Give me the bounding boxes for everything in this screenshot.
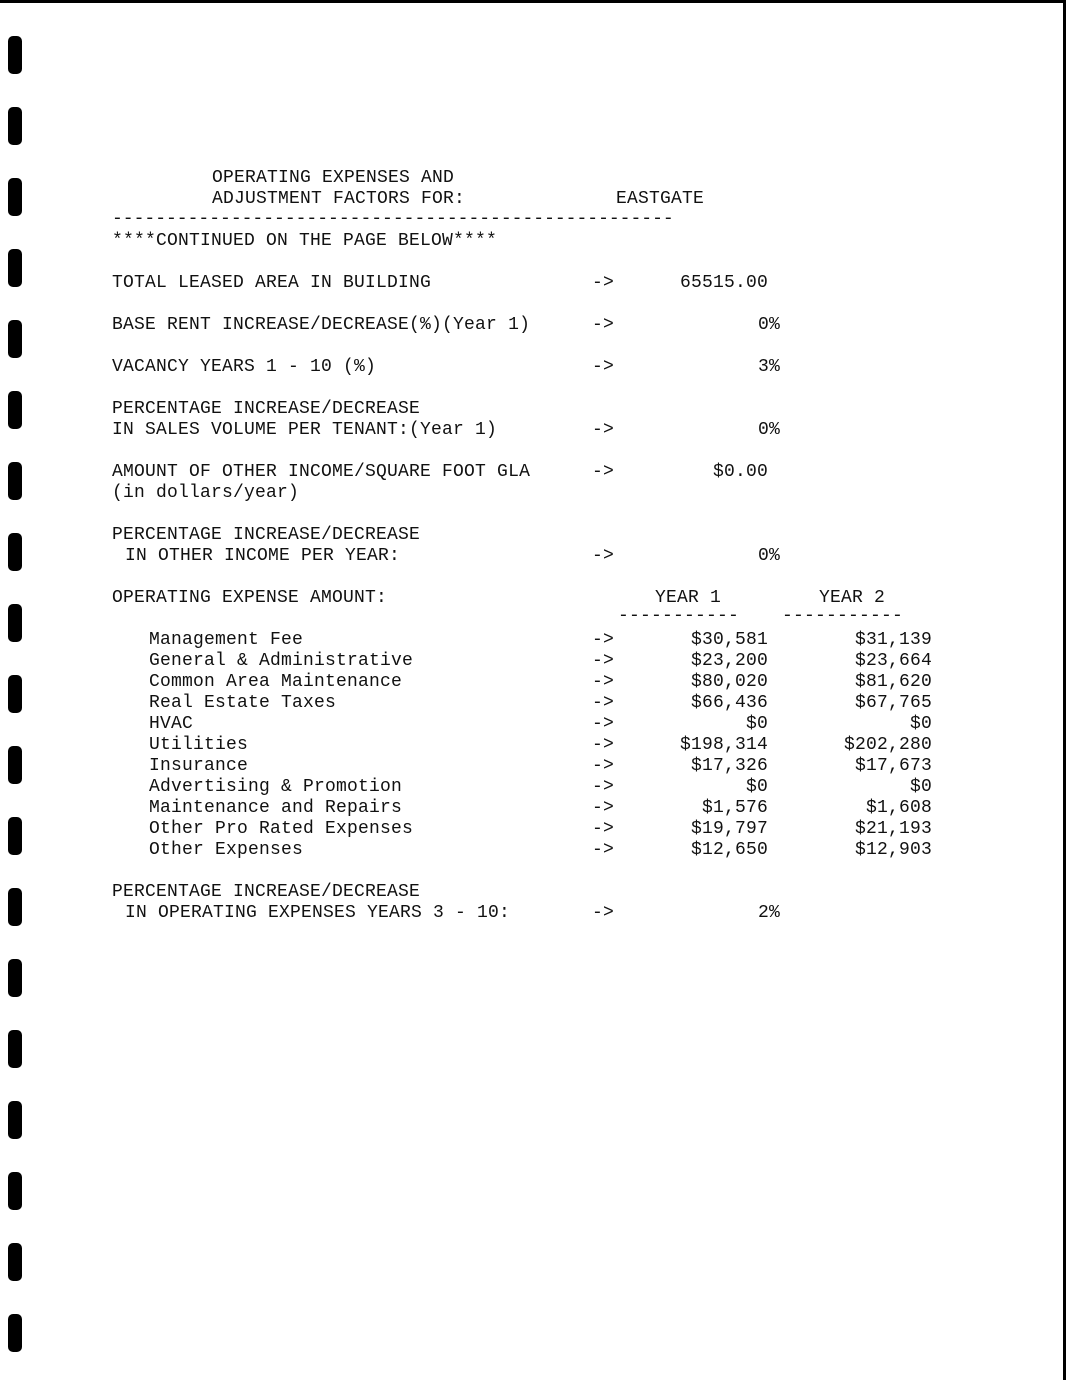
continued-note: ****CONTINUED ON THE PAGE BELOW****: [112, 231, 498, 251]
expense-year-2: $0: [909, 777, 932, 797]
arrow: ->: [592, 903, 615, 923]
punch-hole: [8, 1243, 22, 1281]
punch-hole: [8, 249, 22, 287]
punch-hole: [8, 36, 22, 74]
expense-year-1: $0: [745, 714, 768, 734]
punch-hole: [8, 107, 22, 145]
expense-year-2: $67,765: [854, 693, 932, 713]
arrow: ->: [592, 651, 615, 671]
expense-year-2: $21,193: [854, 819, 932, 839]
punch-hole: [8, 675, 22, 713]
punch-hole: [8, 320, 22, 358]
punch-hole: [8, 1030, 22, 1068]
punch-hole: [8, 817, 22, 855]
arrow: ->: [592, 630, 615, 650]
param-label: TOTAL LEASED AREA IN BUILDING: [112, 273, 432, 293]
column-header-year-2: YEAR 2: [819, 588, 886, 608]
expense-year-1: $23,200: [690, 651, 768, 671]
arrow: ->: [592, 357, 615, 377]
footer-label: IN OPERATING EXPENSES YEARS 3 - 10:: [125, 903, 511, 923]
param-label: IN OTHER INCOME PER YEAR:: [125, 546, 401, 566]
expense-label: Utilities: [149, 735, 249, 755]
punch-hole: [8, 391, 22, 429]
param-value: 3%: [757, 357, 780, 377]
punch-hole: [8, 746, 22, 784]
footer-value: 2%: [757, 903, 780, 923]
expense-year-2: $1,608: [865, 798, 932, 818]
punch-hole: [8, 533, 22, 571]
punch-hole: [8, 604, 22, 642]
param-label: IN SALES VOLUME PER TENANT:(Year 1): [112, 420, 498, 440]
param-label: BASE RENT INCREASE/DECREASE(%)(Year 1): [112, 315, 531, 335]
property-name: EASTGATE: [616, 189, 705, 209]
expense-label: General & Administrative: [149, 651, 414, 671]
param-label: AMOUNT OF OTHER INCOME/SQUARE FOOT GLA: [112, 462, 531, 482]
column-underline: -----------: [618, 606, 740, 626]
param-value: 0%: [757, 315, 780, 335]
arrow: ->: [592, 672, 615, 692]
expense-label: Advertising & Promotion: [149, 777, 403, 797]
arrow: ->: [592, 798, 615, 818]
page-top-edge: [0, 0, 1066, 3]
expense-year-2: $12,903: [854, 840, 932, 860]
expense-year-2: $31,139: [854, 630, 932, 650]
param-label: PERCENTAGE INCREASE/DECREASE: [112, 525, 421, 545]
param-value: 65515.00: [679, 273, 768, 293]
expense-year-1: $12,650: [690, 840, 768, 860]
expense-year-1: $0: [745, 777, 768, 797]
arrow: ->: [592, 315, 615, 335]
punch-hole: [8, 888, 22, 926]
punch-hole: [8, 1172, 22, 1210]
arrow: ->: [592, 735, 615, 755]
punch-hole: [8, 462, 22, 500]
arrow: ->: [592, 819, 615, 839]
expense-year-1: $198,314: [679, 735, 768, 755]
title-line-1: OPERATING EXPENSES AND: [212, 168, 455, 188]
expense-year-1: $80,020: [690, 672, 768, 692]
arrow: ->: [592, 546, 615, 566]
arrow: ->: [592, 840, 615, 860]
param-label: VACANCY YEARS 1 - 10 (%): [112, 357, 377, 377]
expense-year-1: $19,797: [690, 819, 768, 839]
punch-hole: [8, 1314, 22, 1352]
arrow: ->: [592, 462, 615, 482]
arrow: ->: [592, 273, 615, 293]
arrow: ->: [592, 756, 615, 776]
expense-year-2: $0: [909, 714, 932, 734]
param-value: 0%: [757, 546, 780, 566]
column-underline: -----------: [782, 606, 904, 626]
expense-label: Real Estate Taxes: [149, 693, 337, 713]
header-divider: ----------------------------------------------------: [112, 209, 674, 229]
expense-year-2: $23,664: [854, 651, 932, 671]
param-value: 0%: [757, 420, 780, 440]
expense-label: Other Pro Rated Expenses: [149, 819, 414, 839]
expense-label: Insurance: [149, 756, 249, 776]
expense-year-1: $66,436: [690, 693, 768, 713]
expense-year-2: $17,673: [854, 756, 932, 776]
expense-label: Management Fee: [149, 630, 304, 650]
expense-year-1: $30,581: [690, 630, 768, 650]
column-header-year-1: YEAR 1: [655, 588, 722, 608]
expense-label: Common Area Maintenance: [149, 672, 403, 692]
expense-year-1: $1,576: [701, 798, 768, 818]
expense-label: HVAC: [149, 714, 194, 734]
title-line-2: ADJUSTMENT FACTORS FOR:: [212, 189, 466, 209]
param-value: $0.00: [712, 462, 768, 482]
arrow: ->: [592, 714, 615, 734]
arrow: ->: [592, 693, 615, 713]
arrow: ->: [592, 777, 615, 797]
opex-heading: OPERATING EXPENSE AMOUNT:: [112, 588, 388, 608]
expense-label: Maintenance and Repairs: [149, 798, 403, 818]
footer-label: PERCENTAGE INCREASE/DECREASE: [112, 882, 421, 902]
punch-hole: [8, 1101, 22, 1139]
expense-year-2: $202,280: [843, 735, 932, 755]
expense-year-2: $81,620: [854, 672, 932, 692]
param-label: (in dollars/year): [112, 483, 300, 503]
expense-year-1: $17,326: [690, 756, 768, 776]
punch-hole: [8, 959, 22, 997]
expense-label: Other Expenses: [149, 840, 304, 860]
arrow: ->: [592, 420, 615, 440]
param-label: PERCENTAGE INCREASE/DECREASE: [112, 399, 421, 419]
punch-hole: [8, 178, 22, 216]
